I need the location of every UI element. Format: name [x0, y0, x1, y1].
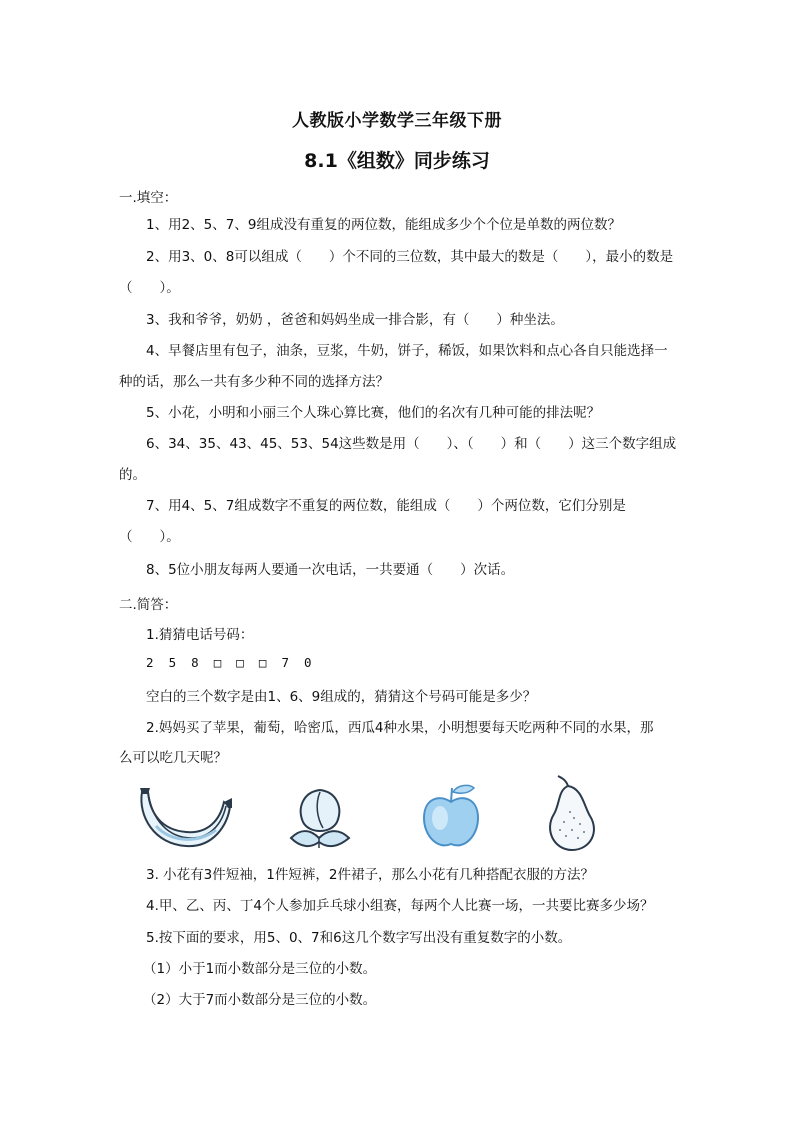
- apple-icon: [416, 780, 486, 854]
- short-question-1-text: 空白的三个数字是由1、6、9组成的，猜猜这个号码可能是多少？: [146, 689, 537, 705]
- fill-question-7: 7、用4、5、7组成数字不重复的两位数，能组成（ ）个两位数，它们分别是（ ）。: [119, 498, 626, 545]
- worksheet-title: 人教版小学数学三年级下册: [292, 111, 502, 131]
- fill-question-3: 3、我和爷爷，奶奶 ，爸爸和妈妈坐成一排合影，有（ ）种坐法。: [146, 312, 564, 328]
- short-question-1-title: 1.猜猜电话号码：: [146, 627, 254, 643]
- fill-question-4: 4、早餐店里有包子，油条，豆浆，牛奶，饼子，稀饭，如果饮料和点心各自只能选择一种的话，那么一共有多少种不同的选择方法？: [119, 343, 668, 390]
- short-question-4: 4.甲、乙、丙、丁4个人参加乒乓球小组赛，每两个人比赛一场，一共要比赛多少场？: [146, 898, 654, 914]
- short-question-2-line1: 2.妈妈买了苹果，葡萄，哈密瓜，西瓜4种水果，小明想要每天吃两种不同的水果，那: [146, 720, 654, 736]
- peach-icon: [283, 782, 357, 854]
- worksheet-subtitle: 8.1《组数》同步练习: [304, 150, 490, 172]
- fill-question-2: 2、用3、0、8可以组成（ ）个不同的三位数，其中最大的数是（ ），最小的数是（ ）。: [119, 249, 674, 296]
- banana-icon: [134, 786, 234, 852]
- pear-icon: [540, 774, 604, 854]
- fill-question-8: 8、5位小朋友每两人要通一次电话，一共要通（ ）次话。: [146, 562, 515, 578]
- fill-question-1: 1、用2、5、7、9组成没有重复的两位数，能组成多少个个位是单数的两位数？: [146, 217, 621, 233]
- fill-question-6: 6、34、35、43、45、53、54这些数是用（ ）、（ ）和（ ）这三个数字组成的。: [119, 436, 677, 483]
- short-question-5: 5.按下面的要求，用5、0、7和6这几个数字写出没有重复数字的小数。: [146, 930, 572, 946]
- short-question-5-part-1: （1）小于1而小数部分是三位的小数。: [143, 961, 377, 977]
- short-question-3: 3. 小花有3件短袖，1件短裤，2件裙子，那么小花有几种搭配衣服的方法？: [146, 867, 594, 883]
- fill-question-5: 5、小花，小明和小丽三个人珠心算比赛，他们的名次有几种可能的排法呢？: [146, 405, 601, 421]
- section-1-heading: 一.填空：: [119, 190, 178, 206]
- short-question-2-line2: 么可以吃几天呢？: [119, 750, 227, 766]
- short-question-5-part-2: （2）大于7而小数部分是三位的小数。: [143, 992, 377, 1008]
- section-2-heading: 二.简答：: [119, 597, 178, 613]
- phone-number-digits: 2 5 8 □ □ □ 7 0: [146, 655, 312, 670]
